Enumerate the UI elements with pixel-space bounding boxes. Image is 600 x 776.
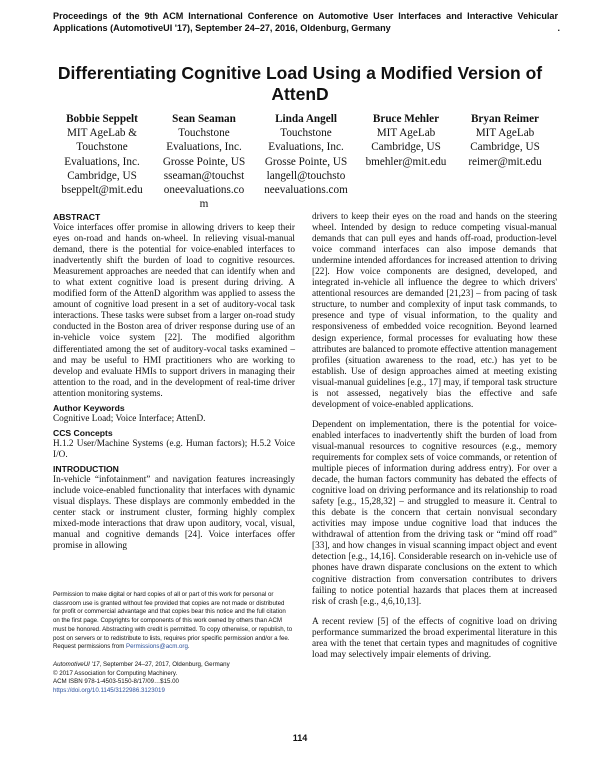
permissions-email-link[interactable]: Permissions@acm.org [126, 643, 188, 651]
left-column [53, 212, 295, 552]
author-email[interactable]: sseaman@touchst [163, 169, 245, 182]
header-text: Proceedings of the 9th ACM International Conference on Automotive User Interfaces and Interactive Vehicular Applications (AutomotiveUI '17), September 24–27, 2016, Oldenburg, Germany [53, 11, 558, 33]
doi-link[interactable]: https://doi.org/10.1145/3122986.3123019 [53, 687, 165, 695]
author-location: Cambridge, US [470, 141, 540, 154]
author-email[interactable]: m [199, 198, 209, 211]
keywords-heading: Author Keywords [53, 402, 125, 413]
author-block [356, 112, 456, 169]
abstract-text: Voice interfaces offer promise in allowing drivers to keep their eyes on-road and hands on-wheel. In relieving visual-manual demand, there is the potential for voice-enabled interfaces to inadvertently shift the burden of load to cognitive resources. Measurement approaches are needed that can identify when and to what extent cognitive load is present during driving. A modified form of the AttenD algorithm was applied to assess the amount of cognitive load present in a set of auditory-vocal task interactions. These tasks were subset from a larger on-road study conducted in the Boston area of driver response during use of an in-vehicle voice system [22]. The modified algorithm differentiated among the set of auditory-vocal tasks examined – and may be useful to HMI practitioners who are working to develop and evaluate HMIs to support drivers in managing their attention to the road, and in the development of real-time driver attention monitoring systems. [53, 223, 295, 399]
permission-block [53, 591, 293, 696]
author-affiliation: Touchstone [280, 127, 332, 140]
paper-title: Differentiating Cognitive Load Using a Modified Version of AttenD [57, 63, 543, 104]
isbn-line: ACM ISBN 978-1-4503-5150-8/17/09…$15.00 [53, 678, 179, 686]
introduction-heading: INTRODUCTION [53, 463, 119, 474]
author-affiliation: MIT AgeLab [475, 127, 535, 140]
proceedings-header [53, 10, 558, 34]
author-email[interactable]: neevaluations.com [264, 184, 348, 197]
author-block [256, 112, 356, 197]
author-email[interactable]: bseppelt@mit.edu [61, 184, 143, 197]
venue-line [53, 661, 293, 670]
header-dot: . [557, 23, 560, 33]
author-affiliation: Evaluations, Inc. [64, 155, 140, 168]
author-email[interactable]: bmehler@mit.edu [365, 155, 447, 168]
author-location: Cambridge, US [67, 169, 137, 182]
permission-text: Permission to make digital or hard copies of all or part of this work for personal or classroom use is granted without fee provided that copies are not made or distributed for profit or commercial advantage and that copies bear this notice and the full citation on the first page. Copyrights for components of this work owned by others than ACM must be honored. Abstracting with credit is permitted. To copy otherwise, or republish, to post on servers or to redistribute to lists, requires prior specific permission and/or a fee. Request permissions from [53, 591, 293, 651]
page-number: 114 [292, 733, 308, 743]
author-name: Bobbie Seppelt [66, 113, 138, 125]
author-location: Grosse Pointe, US [264, 155, 348, 168]
author-name: Linda Angell [275, 113, 337, 125]
author-block [455, 112, 555, 169]
ccs-text: H.1.2 User/Machine Systems (e.g. Human factors); H.5.2 Voice I/O. [53, 438, 295, 460]
author-name: Bruce Mehler [372, 113, 440, 125]
permission-notice [53, 591, 293, 652]
copyright-line: © 2017 Association for Computing Machinery. [53, 669, 178, 677]
body-paragraph: Dependent on implementation, there is the potential for voice-enabled interfaces to inadvertently shift the burden of load from visual-manual resources to cognitive resources (e.g., memory requirements for complex sets of voice commands, or retention of multiple pieces of information during address entry). For over a decade, the human factors community has debated the effects of cognitive load on driving performance and its relationship to road safety [e.g., 15,28,32] – and struggled to measure it. Central to this debate is the concern that certain nonvisual secondary activities may impose undue cognitive load that induces the withdrawal of attention from the driving task or “mind off road” [33], and how changes in visual scanning impact object and event detection [e.g., 14,16]. Considerable research on in-vehicle use of phones have drawn disparate conclusions on the extent to which cognitive distraction from conversation contributes to drivers failing to notice potential hazards that places them at increased risk of crash [e.g., 4,6,10,13]. [312, 419, 557, 607]
author-affiliation: Touchstone [76, 141, 128, 154]
author-email[interactable]: langell@touchsto [266, 169, 346, 182]
author-name: Bryan Reimer [470, 113, 540, 125]
body-paragraph: drivers to keep their eyes on the road and hands on the steering wheel. Intended by design to reduce competing visual-manual demands that can pull eyes and hands off-road, production-level voice command interfaces can also impose demands that undermine intended affordances for increased attention to driving [22]. How voice components are designed, developed, and integrated in-vehicle all influence the degree to which drivers' attentional resources are demanded [21,23] – from pacing of task structure, to number and complexity of input task commands, to presence and type of visual information, to the quality and responsiveness of embedded voice recognition. Beyond learned design experience, formal processes for evaluating how these attributes are balanced to promote effective attention management profiles (situation awareness to the road, etc.) has yet to be establish. Use of design approaches aimed at meeting existing visual-manual guidelines [e.g., 17] may, if temporal task structure is not assessed, negatively bias the effective and safe development of voice-enabled applications. [312, 212, 557, 410]
author-affiliation: MIT AgeLab & [66, 127, 137, 140]
right-column [312, 212, 557, 661]
author-email[interactable]: reimer@mit.edu [468, 155, 542, 168]
author-block [52, 112, 152, 197]
keywords-text: Cognitive Load; Voice Interface; AttenD. [53, 413, 206, 424]
author-affiliation: Evaluations, Inc. [268, 141, 344, 154]
permission-end: . [187, 643, 190, 651]
author-location: Grosse Pointe, US [162, 155, 246, 168]
author-email[interactable]: oneevaluations.co [163, 184, 245, 197]
author-name: Sean Seaman [172, 113, 236, 125]
ccs-heading: CCS Concepts [53, 427, 113, 438]
body-paragraph: A recent review [5] of the effects of cognitive load on driving performance summarized the broad experimental literature in this area with the tenet that certain types and magnitudes of cognitive load may selectively impair elements of driving. [312, 616, 557, 660]
abstract-heading: ABSTRACT [53, 212, 101, 222]
venue-details: , September 24–27, 2017, Oldenburg, Germany [99, 660, 230, 668]
author-block [154, 112, 254, 211]
venue-name: AutomotiveUI '17 [53, 660, 100, 668]
introduction-text: In-vehicle “infotainment” and navigation features increasingly include voice-enabled functionality that interfaces with dynamic visual displays. These displays are commonly embedded in the center stack or instrument cluster, forming highly complex mixed-mode interactions that draw upon auditory, vocal, visual, manual and cognitive demands [24]. Voice interfaces offer promise in allowing [53, 474, 295, 552]
author-affiliation: Touchstone [178, 127, 230, 140]
author-location: Cambridge, US [371, 141, 441, 154]
author-affiliation: Evaluations, Inc. [166, 141, 242, 154]
author-affiliation: MIT AgeLab [376, 127, 436, 140]
